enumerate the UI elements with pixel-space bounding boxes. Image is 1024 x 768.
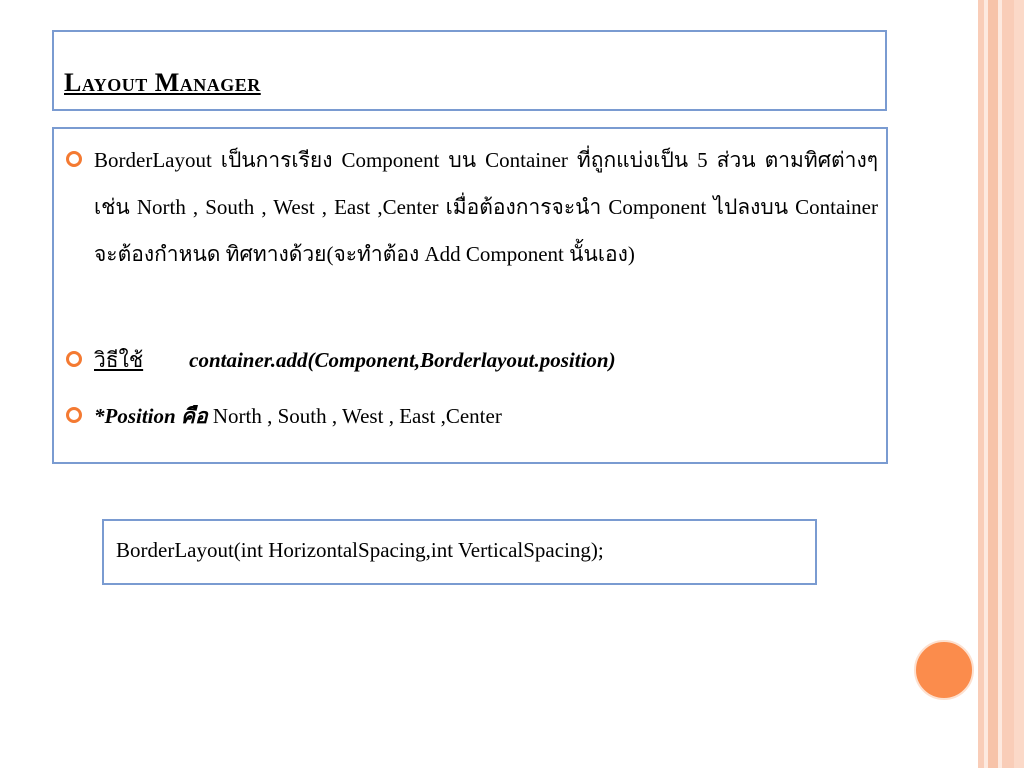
decor-stripe-3 (988, 0, 998, 768)
content-box (52, 127, 888, 464)
position-label: *Position คือ (94, 404, 208, 428)
bullet-position (94, 393, 878, 440)
decor-stripe-6 (1014, 0, 1024, 768)
usage-code: container.add(Component,Borderlayout.position) (189, 348, 616, 372)
bullet-ring-icon (66, 407, 82, 423)
slide-title: Layout Manager (64, 68, 261, 97)
bullet-ring-icon (66, 151, 82, 167)
constructor-signature: BorderLayout(int HorizontalSpacing,int VerticalSpacing); (116, 538, 604, 562)
position-values: North , South , West , East ,Center (207, 404, 502, 428)
signature-box (102, 519, 817, 585)
decor-stripe-5 (1002, 0, 1014, 768)
bullet-usage (94, 337, 878, 384)
bullet-ring-icon (66, 351, 82, 367)
bullet-borderlayout-description: BorderLayout เป็นการเรียง Component บน Container ที่ถูกแบ่งเป็น 5 ส่วน ตามทิศต่างๆ เช่น North , South , West , East ,Center เมื่อต้องการจะนำ Component ไปลงบน Container จะต้องกำหนด ทิศทางด้วย(จะทำต้อง Add Component นั้นเอง) (94, 148, 878, 266)
title-box (52, 30, 887, 111)
usage-label: วิธีใช้ (94, 348, 144, 372)
decor-circle (914, 640, 974, 700)
